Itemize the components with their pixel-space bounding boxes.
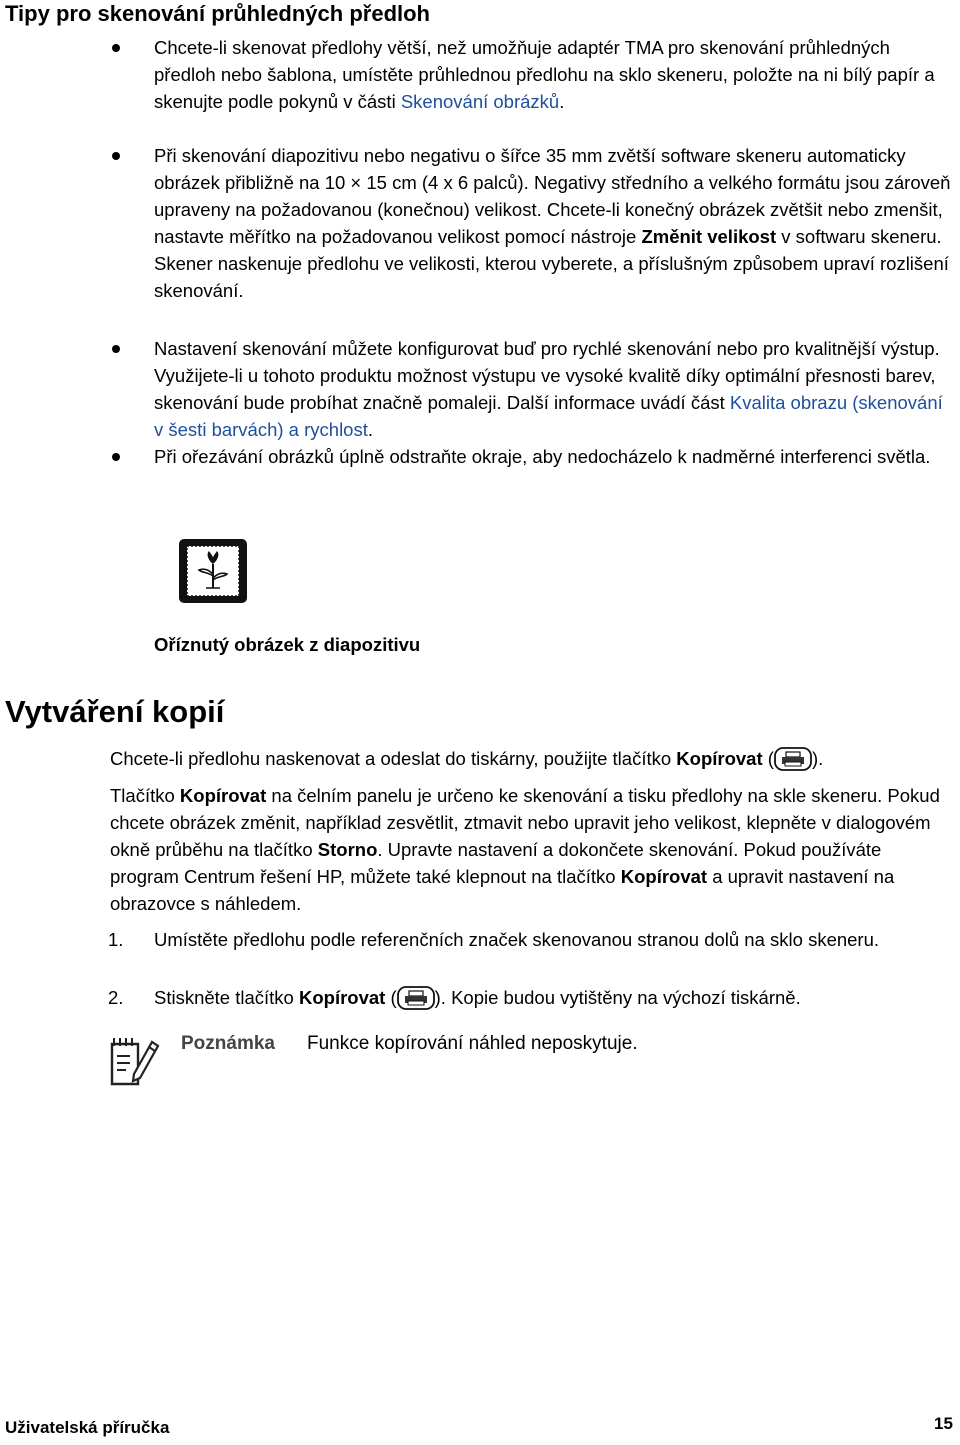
note-label: Poznámka	[181, 1033, 275, 1054]
section-title-copies: Vytváření kopií	[5, 694, 225, 729]
link-kvalita-obrazu[interactable]: Kvalita obrazu (skenování v šesti barvách) a rychlost	[154, 392, 943, 440]
paragraph-copy-description: Tlačítko Kopírovat na čelním panelu je určeno ke skenování a tisku předlohy na skle skeneru. Pokud chcete obrázek změnit, například zesvětlit, ztmavit nebo upravit jeho velikost, klepněte v dialogovém okně průběhu na tlačítko Storno. Upravte nastavení a dokončete skenování. Pokud používáte program Centrum řešení HP, můžete také klepnout na tlačítko Kopírovat a upravit nastavení na obrazovce s náhledem.	[110, 785, 940, 914]
step-2: 2. Stiskněte tlačítko Kopírovat ( ). Kopie budou vytištěny na výchozí tiskárně.	[108, 987, 801, 1008]
note-text: Funkce kopírování náhled neposkytuje.	[307, 1033, 638, 1054]
figure-caption: Oříznutý obrázek z diapozitivu	[154, 634, 421, 655]
page-number: 15	[934, 1414, 953, 1433]
slide-flower-icon	[178, 538, 248, 604]
copy-button-icon	[774, 747, 812, 771]
copy-button-icon	[397, 986, 435, 1010]
link-skenovani-obrazku[interactable]: Skenování obrázků	[400, 91, 560, 112]
footer-title: Uživatelská příručka	[5, 1418, 170, 1437]
paragraph-intro: Chcete-li předlohu naskenovat a odeslat do tiskárny, použijte tlačítko Kopírovat ( ).	[110, 748, 824, 769]
list-item: Nastavení skenování můžete konfigurovat buď pro rychlé skenování nebo pro kvalitnější výstup. Využijete-li u tohoto produktu možnost výstupu ve vysoké kvalitě díky optimální přesnosti barev, skenování bude probíhat značně pomaleji. Další informace uvádí část Kvalita obrazu (skenování v šesti barvách) a rychlost.	[154, 335, 954, 443]
bullet-dot	[112, 345, 120, 353]
list-item: Chcete-li skenovat předlohy větší, než umožňuje adaptér TMA pro skenování průhledných předloh nebo šablona, umístěte průhlednou předlohu na sklo skeneru, položte na ni bílý papír a skenujte podle pokynů v části Skenování obrázků.	[154, 34, 954, 115]
step-1: 1. Umístěte předlohu podle referenčních značek skenovanou stranou dolů na sklo skeneru.	[108, 929, 880, 950]
list-item: Při skenování diapozitivu nebo negativu o šířce 35 mm zvětší software skeneru automaticky obrázek přibližně na 10 × 15 cm (4 x 6 palců). Negativy středního a velkého formátu jsou zároveň upraveny na požadovanou (konečnou) velikost. Chcete-li konečný obrázek zvětšit nebo zmenšit, nastavte měřítko na požadovanou velikost pomocí nástroje Změnit velikost v softwaru skeneru. Skener naskenuje předlohu ve velikosti, kterou vyberete, a příslušným způsobem upraví rozlišení skenování.	[154, 142, 954, 304]
bullet-dot	[112, 453, 120, 461]
note-pencil-icon	[108, 1034, 160, 1088]
bullet-dot	[112, 152, 120, 160]
section-title-transparent-tips: Tipy pro skenování průhledných předloh	[5, 1, 430, 26]
list-item: Při ořezávání obrázků úplně odstraňte okraje, aby nedocházelo k nadměrné interferenci světla.	[154, 443, 954, 470]
bullet-dot	[112, 44, 120, 52]
